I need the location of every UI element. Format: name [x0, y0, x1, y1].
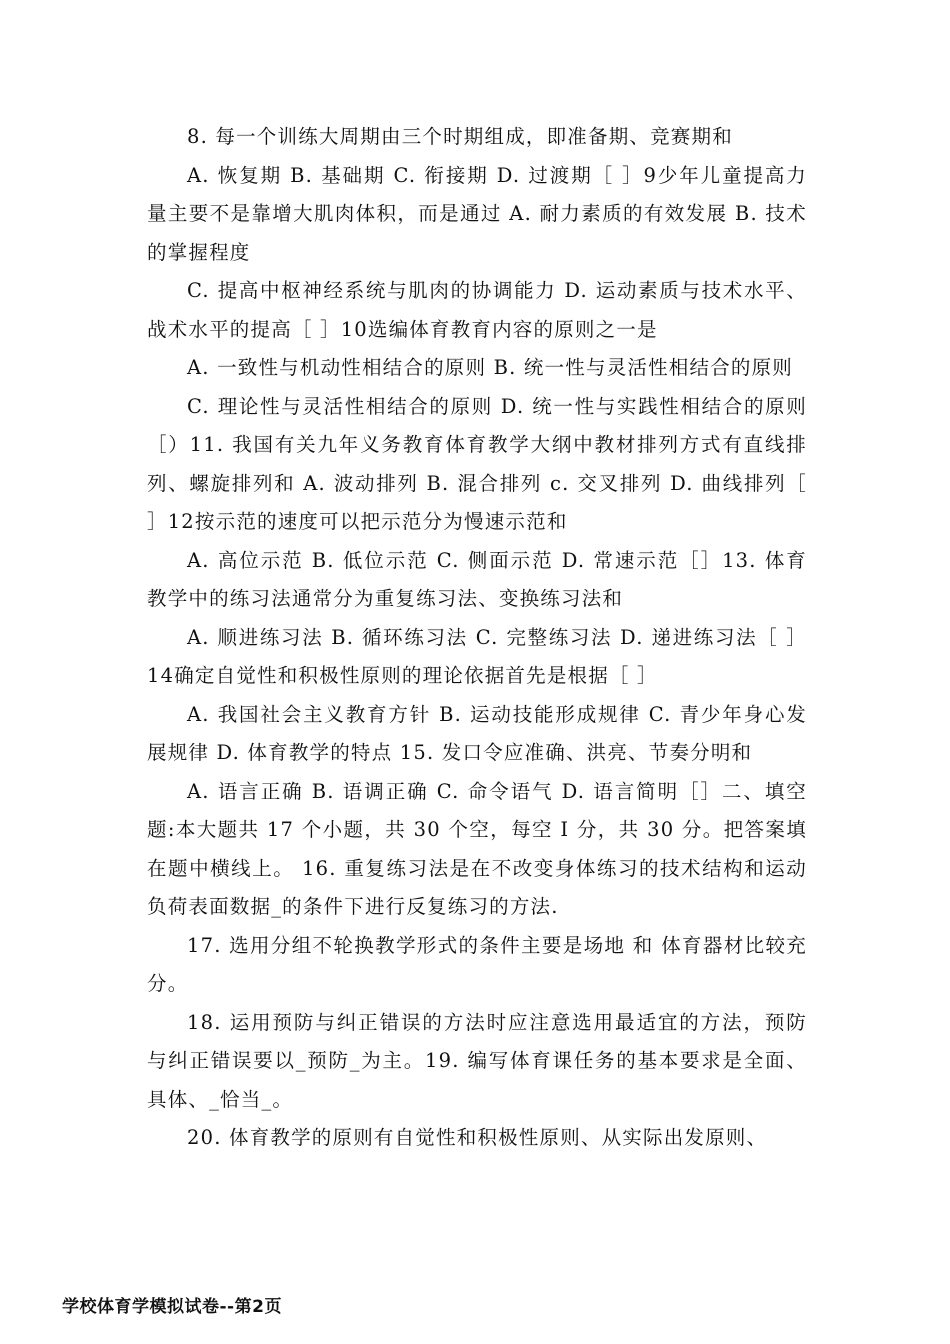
- question-13-14-paragraph: A. 顺进练习法 B. 循环练习法 C. 完整练习法 D. 递进练习法［ ］14确定自觉性和积极性原则的理论依据首先是根据［ ］: [147, 625, 807, 687]
- question-10-12-paragraph: C. 理论性与灵活性相结合的原则 D. 统一性与实践性相结合的原则［）11. 我国有关九年义务教育体育教学大纲中教材排列方式有直线排列、螺旋排列和 A. 波动排列 B. 混合排列 c. 交叉排列 D. 曲线排列［ ］12按示范的速度可以把示范分为慢速示范和: [147, 394, 807, 533]
- document-body: [147, 118, 807, 1158]
- page-footer: 学校体育学模拟试卷--第2页: [62, 1297, 282, 1317]
- question-14-15-paragraph: A. 我国社会主义教育方针 B. 运动技能形成规律 C. 青少年身心发展规律 D. 体育教学的特点 15. 发口令应准确、洪亮、节奏分明和: [147, 702, 807, 764]
- question-12-13-paragraph: A. 高位示范 B. 低位示范 C. 侧面示范 D. 常速示范［］13. 体育教学中的练习法通常分为重复练习法、变换练习法和: [147, 548, 807, 610]
- question-10-options-paragraph: A. 一致性与机动性相结合的原则 B. 统一性与灵活性相结合的原则: [187, 356, 794, 379]
- question-18-19-paragraph: 18. 运用预防与纠正错误的方法时应注意选用最适宜的方法，预防与纠正错误要以_预防_为主。19. 编写体育课任务的基本要求是全面、具体、_恰当_。: [147, 1010, 807, 1111]
- question-8-9-paragraph: A. 恢复期 B. 基础期 C. 衔接期 D. 过渡期［ ］9少年儿童提高力量主要不是靠增大肌肉体积，而是通过 A. 耐力素质的有效发展 B. 技术的掌握程度: [147, 163, 807, 264]
- question-8-paragraph: 8. 每一个训练大周期由三个时期组成，即准备期、竞赛期和: [187, 125, 733, 148]
- question-20-paragraph: 20. 体育教学的原则有自觉性和积极性原则、从实际出发原则、: [187, 1126, 768, 1149]
- question-9-10-paragraph: C. 提高中枢神经系统与肌肉的协调能力 D. 运动素质与技术水平、战术水平的提高［ ］10选编体育教育内容的原则之一是: [147, 279, 807, 341]
- question-17-paragraph: 17. 选用分组不轮换教学形式的条件主要是场地 和 体育器材比较充分。: [147, 933, 807, 995]
- question-15-16-paragraph: A. 语言正确 B. 语调正确 C. 命令语气 D. 语言简明［］二、填空题:本大题共 17 个小题，共 30 个空，每空 I 分，共 30 分。把答案填在题中横线上。 16. 重复练习法是在不改变身体练习的技术结构和运动负荷表面数据_的条件下进行反复练习的方法.: [147, 779, 807, 918]
